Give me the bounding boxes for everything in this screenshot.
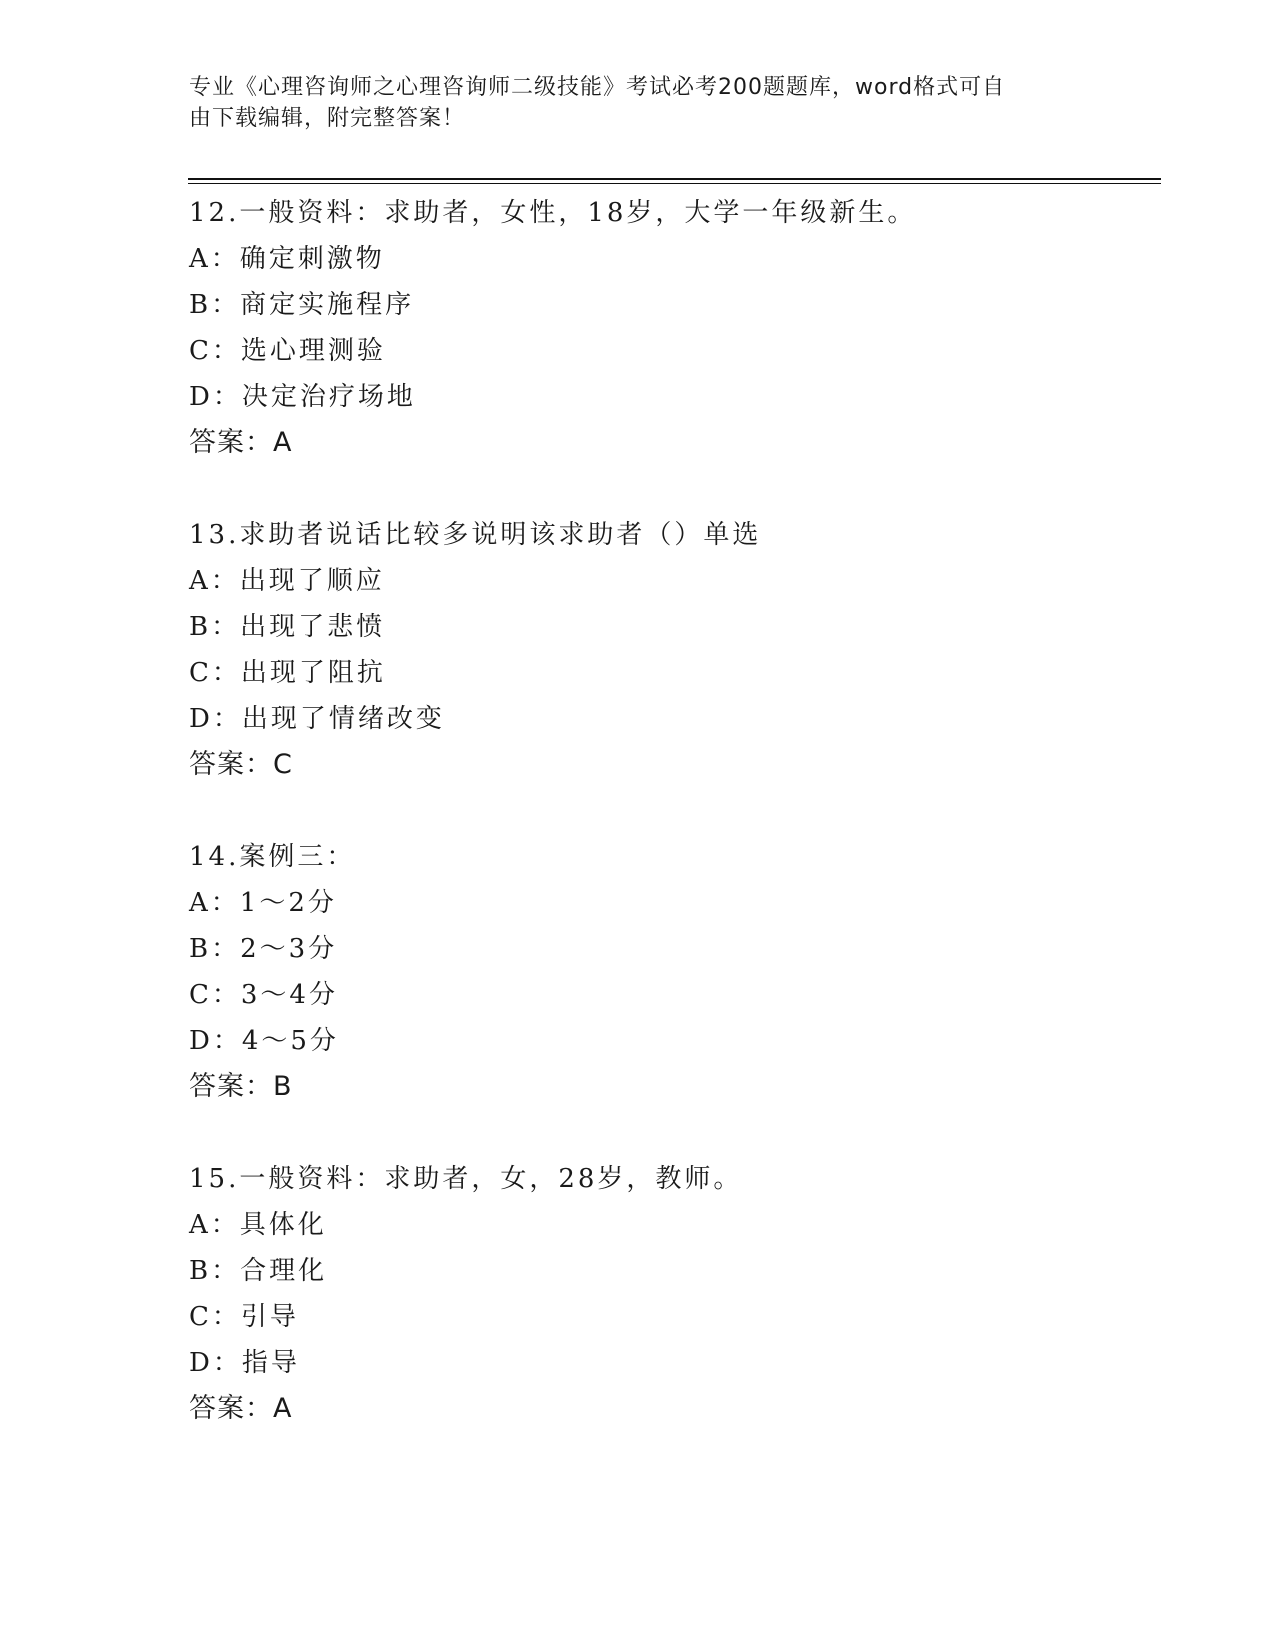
option-c: C：出现了阻抗 bbox=[189, 658, 386, 688]
option-a: A：出现了顺应 bbox=[189, 566, 385, 596]
header-line-2: 由下载编辑，附完整答案！ bbox=[189, 106, 466, 131]
option-d: D：4～5分 bbox=[189, 1026, 339, 1056]
option-a: A：1～2分 bbox=[189, 888, 337, 918]
option-b: B：出现了悲愤 bbox=[189, 612, 386, 642]
question-stem: 13.求助者说话比较多说明该求助者（）单选 bbox=[189, 520, 762, 550]
option-c: C：3～4分 bbox=[189, 980, 338, 1010]
question-list bbox=[189, 190, 1149, 1432]
option-d: D：决定治疗场地 bbox=[189, 382, 416, 412]
question-12 bbox=[189, 190, 1149, 512]
answer-line: 答案：A bbox=[189, 1393, 293, 1424]
spacer bbox=[189, 466, 1149, 512]
header-divider-thin bbox=[188, 183, 1161, 184]
option-a: A：具体化 bbox=[189, 1210, 327, 1240]
answer-line: 答案：A bbox=[189, 427, 293, 458]
answer-line: 答案：C bbox=[189, 749, 293, 780]
option-b: B：2～3分 bbox=[189, 934, 338, 964]
question-stem: 12.一般资料：求助者，女性，18岁，大学一年级新生。 bbox=[189, 198, 917, 228]
spacer bbox=[189, 1110, 1149, 1156]
question-stem: 14.案例三： bbox=[189, 842, 356, 872]
option-b: B：合理化 bbox=[189, 1256, 328, 1286]
answer-line: 答案：B bbox=[189, 1071, 293, 1102]
header-divider-thick bbox=[188, 178, 1161, 180]
question-14 bbox=[189, 834, 1149, 1156]
option-b: B：商定实施程序 bbox=[189, 290, 415, 320]
option-c: C：引导 bbox=[189, 1302, 299, 1332]
option-c: C：选心理测验 bbox=[189, 336, 386, 366]
option-d: D：指导 bbox=[189, 1348, 300, 1378]
question-13 bbox=[189, 512, 1149, 834]
option-d: D：出现了情绪改变 bbox=[189, 704, 445, 734]
question-stem: 15.一般资料：求助者，女，28岁，教师。 bbox=[189, 1164, 743, 1194]
spacer bbox=[189, 788, 1149, 834]
question-15 bbox=[189, 1156, 1149, 1432]
option-a: A：确定刺激物 bbox=[189, 244, 385, 274]
document-header bbox=[189, 72, 1069, 134]
header-line-1: 专业《心理咨询师之心理咨询师二级技能》考试必考200题题库，word格式可自 bbox=[189, 75, 1006, 100]
